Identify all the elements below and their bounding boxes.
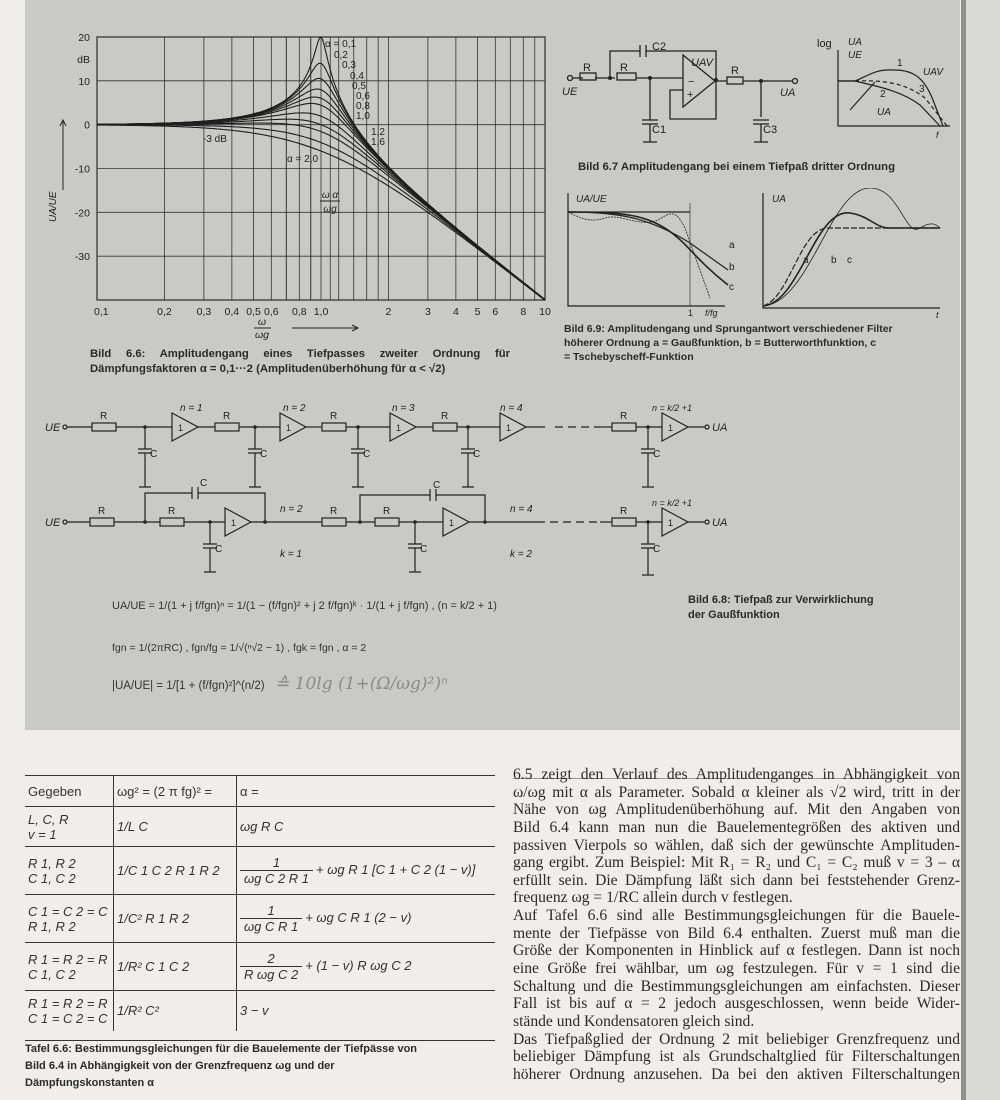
handwritten-note: ≙ 10lg (1+(Ω/ωg)²)ⁿ [275,674,448,694]
alpha-label: 0,6 [356,91,370,102]
buffer-gain-label: 1 [178,423,184,433]
label-c: C [150,449,158,460]
label-c: C [420,544,428,555]
alpha-label: 1,0 [356,111,370,122]
label-c: C [653,449,661,460]
buffer-gain-label: 1 [396,423,402,433]
node-dot [413,520,417,524]
node-dot [208,520,212,524]
node-dot [466,425,470,429]
caption-line: der Gaußfunktion [688,609,780,621]
alpha-cell: ωg R C [237,807,496,847]
label-ua: UA [877,107,891,118]
label-r: R [98,506,106,517]
omega-cell: 1/R² C 1 C 2 [114,943,237,991]
input-label: UE [45,422,61,434]
buffer-gain-label: 1 [506,423,512,433]
column-header: Gegeben [25,776,114,807]
input-terminal [63,425,67,429]
axis-label: UA [772,194,786,205]
caption-line: höherer Ordnung a = Gaußfunktion, b = Butterworthfunktion, c [564,337,877,349]
body-line: frequenz ωg = 1/RC allein durch v festlegen. [513,889,793,907]
omega-cell: 1/L C [114,807,237,847]
label-r: R [100,411,108,422]
stage-label: k = 2 [510,549,532,560]
input-terminal [63,520,67,524]
axis-label: f/fg [705,308,718,318]
body-line: 6.5 zeigt den Verlauf des Amplitudenganges in Abhängigkeit von [513,766,960,783]
body-line: Größe der Komponenten in Hinblick auf α festlegen. Dann ist noch [513,942,960,960]
stage-label: n = 4 [500,403,523,414]
buffer-gain-label: 1 [231,518,237,528]
amplitude-chart-6-6 [0,0,560,340]
y-tick-label: 10 [78,75,90,88]
buffer-gain-label: 1 [668,423,674,433]
body-line: eine Größe frei wählbar, um ωg festzulegen. Für v = 1 sind die [513,960,960,978]
annotation-3db: -3 dB [203,134,227,145]
label-plus: + [687,89,694,101]
table-header-row [25,776,495,807]
body-line: höherer Ordnung anzusehen. Da bei den aktiven Filterschaltungen [513,1065,960,1083]
x-tick-label: 6 [492,306,499,318]
label-ua: UA [780,87,796,99]
label-r: R [383,506,391,517]
body-line: Auf Tafel 6.6 sind alle Bestimmungsgleichungen für die Bauele- [513,907,960,925]
label-r: R [441,411,449,422]
given-cell: R 1 = R 2 = R C 1 = C 2 = C [25,991,114,1031]
stage-label: n = 2 [283,403,306,414]
label-r: R [731,65,739,77]
x-arrow-icon [292,325,358,331]
label-r: R [330,411,338,422]
curve-label-b: b [729,262,735,273]
feedback-capacitor [360,489,485,522]
table-row [25,895,495,943]
alpha-label: 0,8 [356,101,370,112]
body-line: beliebiger Dämpfung ist als Grundschaltglied für Filterschaltungen [513,1048,960,1066]
body-text [513,766,960,1084]
output-label: UA [712,422,728,434]
curve-label-a: a [803,255,809,266]
alpha-cell: $\frac{1}{\text{ωg C R 1}}$ + ωg C R 1 (2 − v) [237,895,496,943]
node-dot [356,425,360,429]
buffer-amplifier-symbol [225,508,251,536]
stage-label: n = k/2 +1 [652,403,693,413]
buffer-amplifier-symbol [662,413,688,441]
label-minus: − [688,76,695,88]
y-tick-label: -10 [74,163,90,176]
annotation-omega-g: ωg [323,204,337,215]
column-header: ωg² = (2 π fg)² = [114,776,237,807]
label-uav: UAV [923,67,944,78]
stage-label: k = 1 [280,549,302,560]
filter-comparison-plots [560,188,950,318]
table-row [25,991,495,1031]
body-line: Das Tiefpaßglied der Ordnung 2 mit beliebiger Grenzfrequenz und [513,1030,960,1048]
x-tick-label: 10 [539,306,551,318]
label-f: f [936,130,939,140]
node-dot [358,520,362,524]
resistor-symbol [160,518,184,526]
alpha-cell: $\frac{1}{\text{ωg C 2 R 1}}$ + ωg R 1 [C 1 + C 2 (1 − v)] [237,847,496,895]
label-ua: UA [848,37,862,48]
figure-6-9-caption [564,322,893,364]
alpha-label: 0,4 [350,71,364,82]
axis-tick: 1 [688,308,694,318]
x-tick-label: 0,3 [196,306,212,318]
curve-label-3: 3 [919,84,925,95]
x-tick-label: 0,4 [224,306,240,318]
cutoff-frequency-formula: fgn = 1/(2πRC) , fgn/fg = 1/√(ⁿ√2 − 1) , fgk = fgn , α = 2 [112,642,367,654]
label-c1: C1 [652,124,667,136]
label-r: R [620,62,628,74]
alpha-label: 1,2 [371,127,385,138]
curve-label-2: 2 [880,89,886,100]
stage-label: n = k/2 +1 [652,498,693,508]
resistor-symbol [215,423,239,431]
caption-line: Bild 6.9: Amplitudengang und Sprungantwort verschiedener Filter [564,323,893,335]
resistor-symbol [612,518,636,526]
x-tick-label: 4 [452,306,459,318]
given-cell: R 1 = R 2 = R C 1, C 2 [25,943,114,991]
node-dot [646,520,650,524]
body-line: Bild 6.4 kann man nun die Bauelementegrößen des aktiven und [513,818,960,836]
x-tick-label: 2 [385,306,392,318]
label-uav: UAV [691,57,714,69]
x-label-numerator: ω [257,316,267,328]
y-tick-label: 20 [78,32,90,44]
x-tick-label: 8 [520,306,527,318]
label-log: log [817,38,832,50]
buffer-gain-label: 1 [286,423,292,433]
buffer-gain-label: 1 [449,518,455,528]
buffer-amplifier-symbol [500,413,526,441]
label-ue: UE [848,50,862,61]
label-c3: C3 [763,124,778,136]
resistor-symbol [322,518,346,526]
label-r: R [583,62,591,74]
x-tick-label: 0,1 [94,306,109,318]
feedback-capacitor [145,487,265,522]
x-tick-label: 0,2 [157,306,172,318]
stage-label: n = 2 [280,504,303,515]
resistor-symbol [433,423,457,431]
label-c: C [215,544,223,555]
label-c: C [200,478,208,489]
caption-line: Bild 6.8: Tiefpaß zur Verwirklichung [688,594,874,606]
y-tick-label: 0 [84,119,90,132]
caption-line: Bild 6.6: Amplitudengang eines Tiefpasses zweiter Ordnung für [90,348,510,360]
axis-label: t [936,310,939,318]
y-arrow-icon [60,120,66,190]
magnitude-formula: |UA/UE| = 1/[1 + (f/fgn)²]^(n/2) [112,680,265,692]
node-dot [143,520,147,524]
column-header: α = [237,776,496,807]
node-dot [143,425,147,429]
given-cell: R 1, R 2 C 1, C 2 [25,847,114,895]
figure-6-8-caption [688,593,874,623]
buffer-gain-label: 1 [668,518,674,528]
x-tick-label: 3 [424,306,431,318]
node-dot [263,520,267,524]
node-dot [253,425,257,429]
table-row [25,943,495,991]
x-tick-label: 0,8 [291,306,307,318]
x-tick-label: 0,6 [264,306,279,318]
curve-label-c: c [729,282,734,293]
alpha-label: 0,3 [342,60,356,71]
stage-label: n = 3 [392,403,415,414]
node-dot [646,425,650,429]
resistor-symbol [90,518,114,526]
annotation-omega-alpha: ω α [321,190,339,201]
gauss-lowpass-circuits [0,390,760,590]
label-c: C [363,449,371,460]
buffer-amplifier-symbol [280,413,306,441]
body-line: gang ergibt. Zum Beispiel: Mit R₁ = R₂ und C₁ = C₂ muß v = 3 – α [513,854,960,872]
alpha-cell: $\frac{2}{\text{R ωg C 2}}$ + (1 − v) R ωg C 2 [237,943,496,991]
transfer-function-formula: UA/UE = 1/(1 + j f/fgn)ⁿ = 1/(1 − (f/fgn)² + j 2 f/fgn)ᵏ · 1/(1 + j f/fgn) , (n = k/2 + 1) [112,600,497,612]
output-terminal [705,520,709,524]
label-c: C [653,544,661,555]
curve-label-b: b [831,255,837,266]
alpha-label: α = 0,1 [325,39,357,50]
buffer-amplifier-symbol [443,508,469,536]
label-r: R [620,411,628,422]
body-line: Schaltung und die Bestimmungsgleichungen am einfachsten. Dieser [513,977,960,995]
label-r: R [223,411,231,422]
body-line: stände und Kondensatoren gleich sind. [513,1012,755,1030]
axis-label: UA/UE [576,194,607,205]
y-tick-label: -30 [74,251,90,264]
next-page-edge [966,0,1000,1100]
curve-label-1: 1 [897,58,903,69]
caption-line: = Tschebyscheff-Funktion [564,351,694,363]
alpha-label: 1,6 [371,137,385,148]
caption-line: Dämpfungskonstanten α [25,1077,154,1089]
buffer-amplifier-symbol [390,413,416,441]
x-label-denominator: ωg [254,329,270,340]
x-tick-label: 1,0 [313,306,329,318]
annotation-alpha-2: α = 2,0 [287,154,319,165]
omega-cell: 1/R² C² [114,991,237,1031]
resistor-symbol [322,423,346,431]
figure-6-6-caption [90,347,510,362]
label-r: R [168,506,176,517]
omega-cell: 1/C² R 1 R 2 [114,895,237,943]
table-row [25,847,495,895]
input-label: UE [45,517,61,529]
alpha-label: 0,2 [334,50,348,61]
output-terminal [705,425,709,429]
caption-line: Bild 6.4 in Abhängigkeit von der Grenzfrequenz ωg und der [25,1060,335,1072]
resistor-symbol [92,423,116,431]
curve-label-c: c [847,255,852,266]
buffer-amplifier-symbol [172,413,198,441]
given-cell: C 1 = C 2 = C R 1, R 2 [25,895,114,943]
stage-label: n = 1 [180,403,203,414]
label-c: C [433,480,441,491]
figure-6-6-caption-2: Dämpfungsfaktoren α = 0,1···2 (Amplitudenüberhöhung für α < √2) [90,363,446,375]
body-line: erfüllt sein. Die Dämpfung läßt sich dann bei feststehender Grenz- [513,871,960,889]
stage-label: n = 4 [510,504,533,515]
body-line: Nähe von ωg Amplitudenüberhöhung auf. Mit den Angaben von [513,801,960,819]
y-unit-label: dB [77,54,90,66]
node-dot [483,520,487,524]
resistor-symbol [375,518,399,526]
label-c: C [473,449,481,460]
component-equations-table [25,775,495,1031]
table-caption [25,1040,495,1092]
given-cell: L, C, R v = 1 [25,807,114,847]
label-r: R [330,506,338,517]
third-order-lowpass-circuit [555,20,965,160]
caption-line: Tafel 6.6: Bestimmungsgleichungen für die Bauelemente der Tiefpässe von [25,1043,418,1055]
alpha-label: 0,5 [352,81,366,92]
label-c2: C2 [652,41,667,53]
output-label: UA [712,517,728,529]
resistor-symbol [612,423,636,431]
buffer-amplifier-symbol [662,508,688,536]
curve-label-a: a [729,240,735,251]
table-row [25,807,495,847]
omega-cell: 1/C 1 C 2 R 1 R 2 [114,847,237,895]
label-ue: UE [562,86,578,98]
x-tick-label: 5 [474,306,481,318]
body-line: ω/ωg mit α als Parameter. Sobald α kleiner als √2 wird, tritt in der [513,783,960,801]
alpha-cell: 3 − v [237,991,496,1031]
x-tick-label: 0,5 [246,306,261,318]
label-r: R [620,506,628,517]
y-axis-label: UA/UE [48,191,59,222]
body-line: Fall ist bis auf α = 2 jedoch ausgeschlossen, wenn beide Wider- [513,995,960,1013]
figure-6-7-caption: Bild 6.7 Amplitudengang bei einem Tiefpaß dritter Ordnung [578,161,895,173]
body-line: mente der Tiefpässe von Bild 6.4 enthalten. Zuerst muß man die [513,924,960,942]
body-line: passiven Vierpols so wählen, daß sich der gewünschte Amplituden- [513,836,960,854]
y-tick-label: -20 [74,207,90,220]
label-c: C [260,449,268,460]
